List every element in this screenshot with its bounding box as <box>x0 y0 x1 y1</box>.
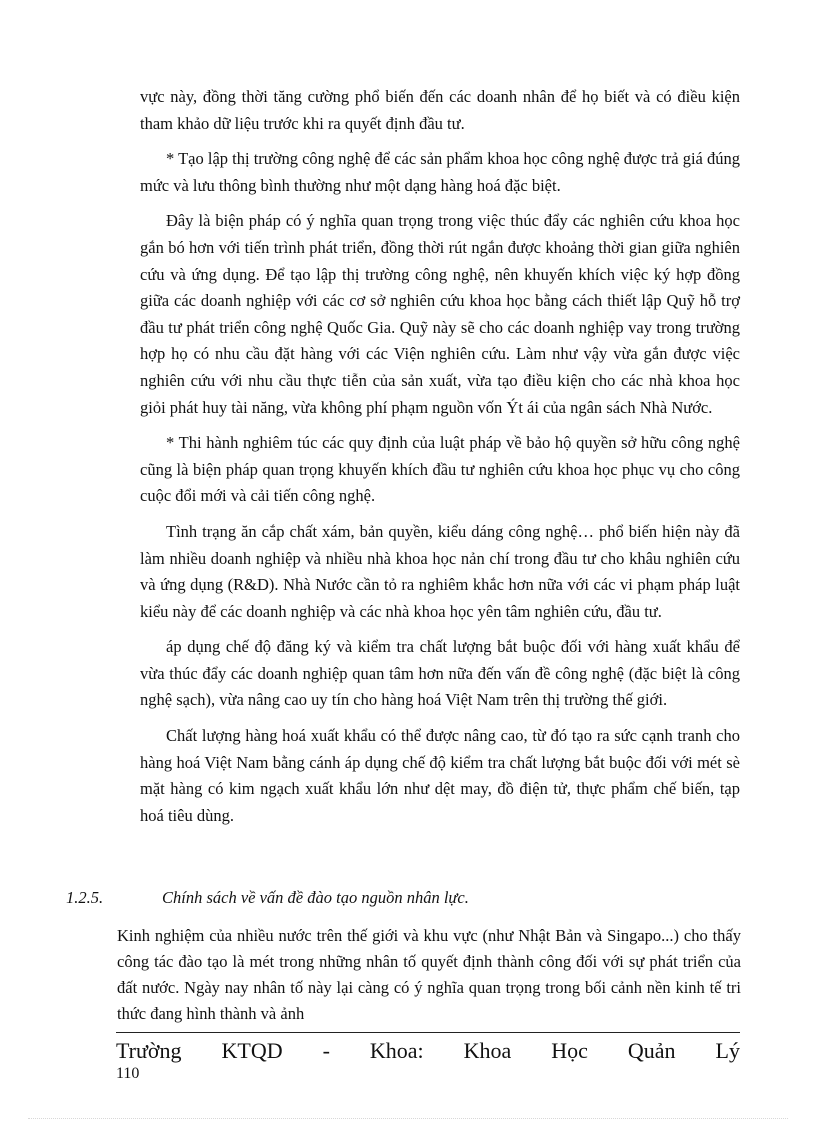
paragraph-technology-market: Đây là biện pháp có ý nghĩa quan trọng trong việc thúc đẩy các nghiên cứu khoa học gắn bó hơn với tiến trình phát triển, đồng thời rút ngắn được khoảng thời gian giữa nghiên cứu và ứng dụng. Để tạo lập thị trường công nghệ, nên khuyến khích việc ký hợp đồng giữa các doanh nghiệp với các cơ sở nghiên cứu khoa học bằng cách thiết lập Quỹ hỗ trợ đầu tư phát triển công nghệ Quốc Gia. Quỹ này sẽ cho các doanh nghiệp vay trong trường hợp họ có nhu cầu đặt hàng với các Viện nghiên cứu. Làm như vậy vừa gắn được việc nghiên cứu với nhu cầu thực tiễn của sản xuất, vừa tạo điều kiện cho các nhà khoa học giỏi phát huy tài năng, vừa không phí phạm nguồn vốn Ýt ái của ngân sách Nhà Nước. <box>140 211 740 417</box>
page-number: 110 <box>116 1065 140 1082</box>
paragraph-ip-protection-bullet: * Thi hành nghiêm túc các quy định của luật pháp về bảo hộ quyền sở hữu công nghệ cũng là biện pháp quan trọng khuyến khích đầu tư nghiên cứu khoa học phục vụ cho công cuộc đổi mới và cải tiến công nghệ. <box>140 433 740 506</box>
footer-word: Học <box>551 1038 588 1063</box>
footer-word: Trường <box>116 1038 182 1063</box>
footer-word: Lý <box>715 1038 740 1063</box>
paragraph-ip-theft: Tình trạng ăn cắp chất xám, bản quyền, kiểu dáng công nghệ… phổ biến hiện này đã làm nhiều doanh nghiệp và nhiều nhà khoa học nản chí trong đầu tư cho khâu nghiên cứu và ứng dụng (R&D). Nhà Nước cần tỏ ra nghiêm khắc hơn nữa với các vi phạm pháp luật kiểu này để các doanh nghiệp và các nhà khoa học yên tâm nghiên cứu, đầu tư. <box>140 521 740 621</box>
footer-word: KTQD <box>221 1038 283 1063</box>
footer-divider <box>116 1032 740 1033</box>
section-heading <box>66 886 746 910</box>
footer-word: Khoa <box>463 1038 512 1063</box>
section-title: Chính sách về vấn đề đào tạo nguồn nhân lực. <box>162 888 469 907</box>
footer <box>116 1036 740 1066</box>
paragraph-technology-market-bullet: * Tạo lập thị trường công nghệ để các sản phẩm khoa học công nghệ được trả giá đúng mức và lưu thông bình thường như một dạng hàng hoá đặc biệt. <box>140 149 740 195</box>
footer-word: Quản <box>627 1038 676 1063</box>
page-bottom-border <box>28 1118 788 1119</box>
body-text <box>140 84 740 838</box>
paragraph-export-quality: áp dụng chế độ đăng ký và kiểm tra chất lượng bắt buộc đối với hàng xuất khẩu để vừa thúc đẩy các doanh nghiệp quan tâm hơn nữa đến vấn đề công nghệ (đặc biệt là công nghệ sạch), vừa nâng cao uy tín cho hàng hoá Việt Nam trên thị trường thế giới. <box>140 637 740 710</box>
section-number: 1.2.5. <box>66 888 104 907</box>
footer-word: Khoa: <box>369 1038 424 1063</box>
footer-word: - <box>322 1038 330 1063</box>
paragraph-continued: vực này, đồng thời tăng cường phổ biến đến các doanh nhân để họ biết và có điều kiện tham khảo dữ liệu trước khi ra quyết định đầu tư. <box>140 87 740 133</box>
section-body <box>117 923 741 1027</box>
paragraph-training: Kinh nghiệm của nhiều nước trên thế giới và khu vực (như Nhật Bản và Singapo...) cho thấy công tác đào tạo là mét trong những nhân tố quyết định thành công đối với sự phát triển của đất nước. Ngày nay nhân tố này lại càng có ý nghĩa quan trọng trong bối cảnh nền kinh tế tri thức đang hình thành và ảnh <box>117 926 741 1023</box>
paragraph-export-goods: Chất lượng hàng hoá xuất khẩu có thể được nâng cao, từ đó tạo ra sức cạnh tranh cho hàng hoá Việt Nam bằng cánh áp dụng chế độ kiểm tra chất lượng bắt buộc đối với mét sè mặt hàng có kim ngạch xuất khẩu lớn như dệt may, đồ điện tử, thực phẩm chế biến, tạp hoá tiêu dùng. <box>140 726 740 825</box>
